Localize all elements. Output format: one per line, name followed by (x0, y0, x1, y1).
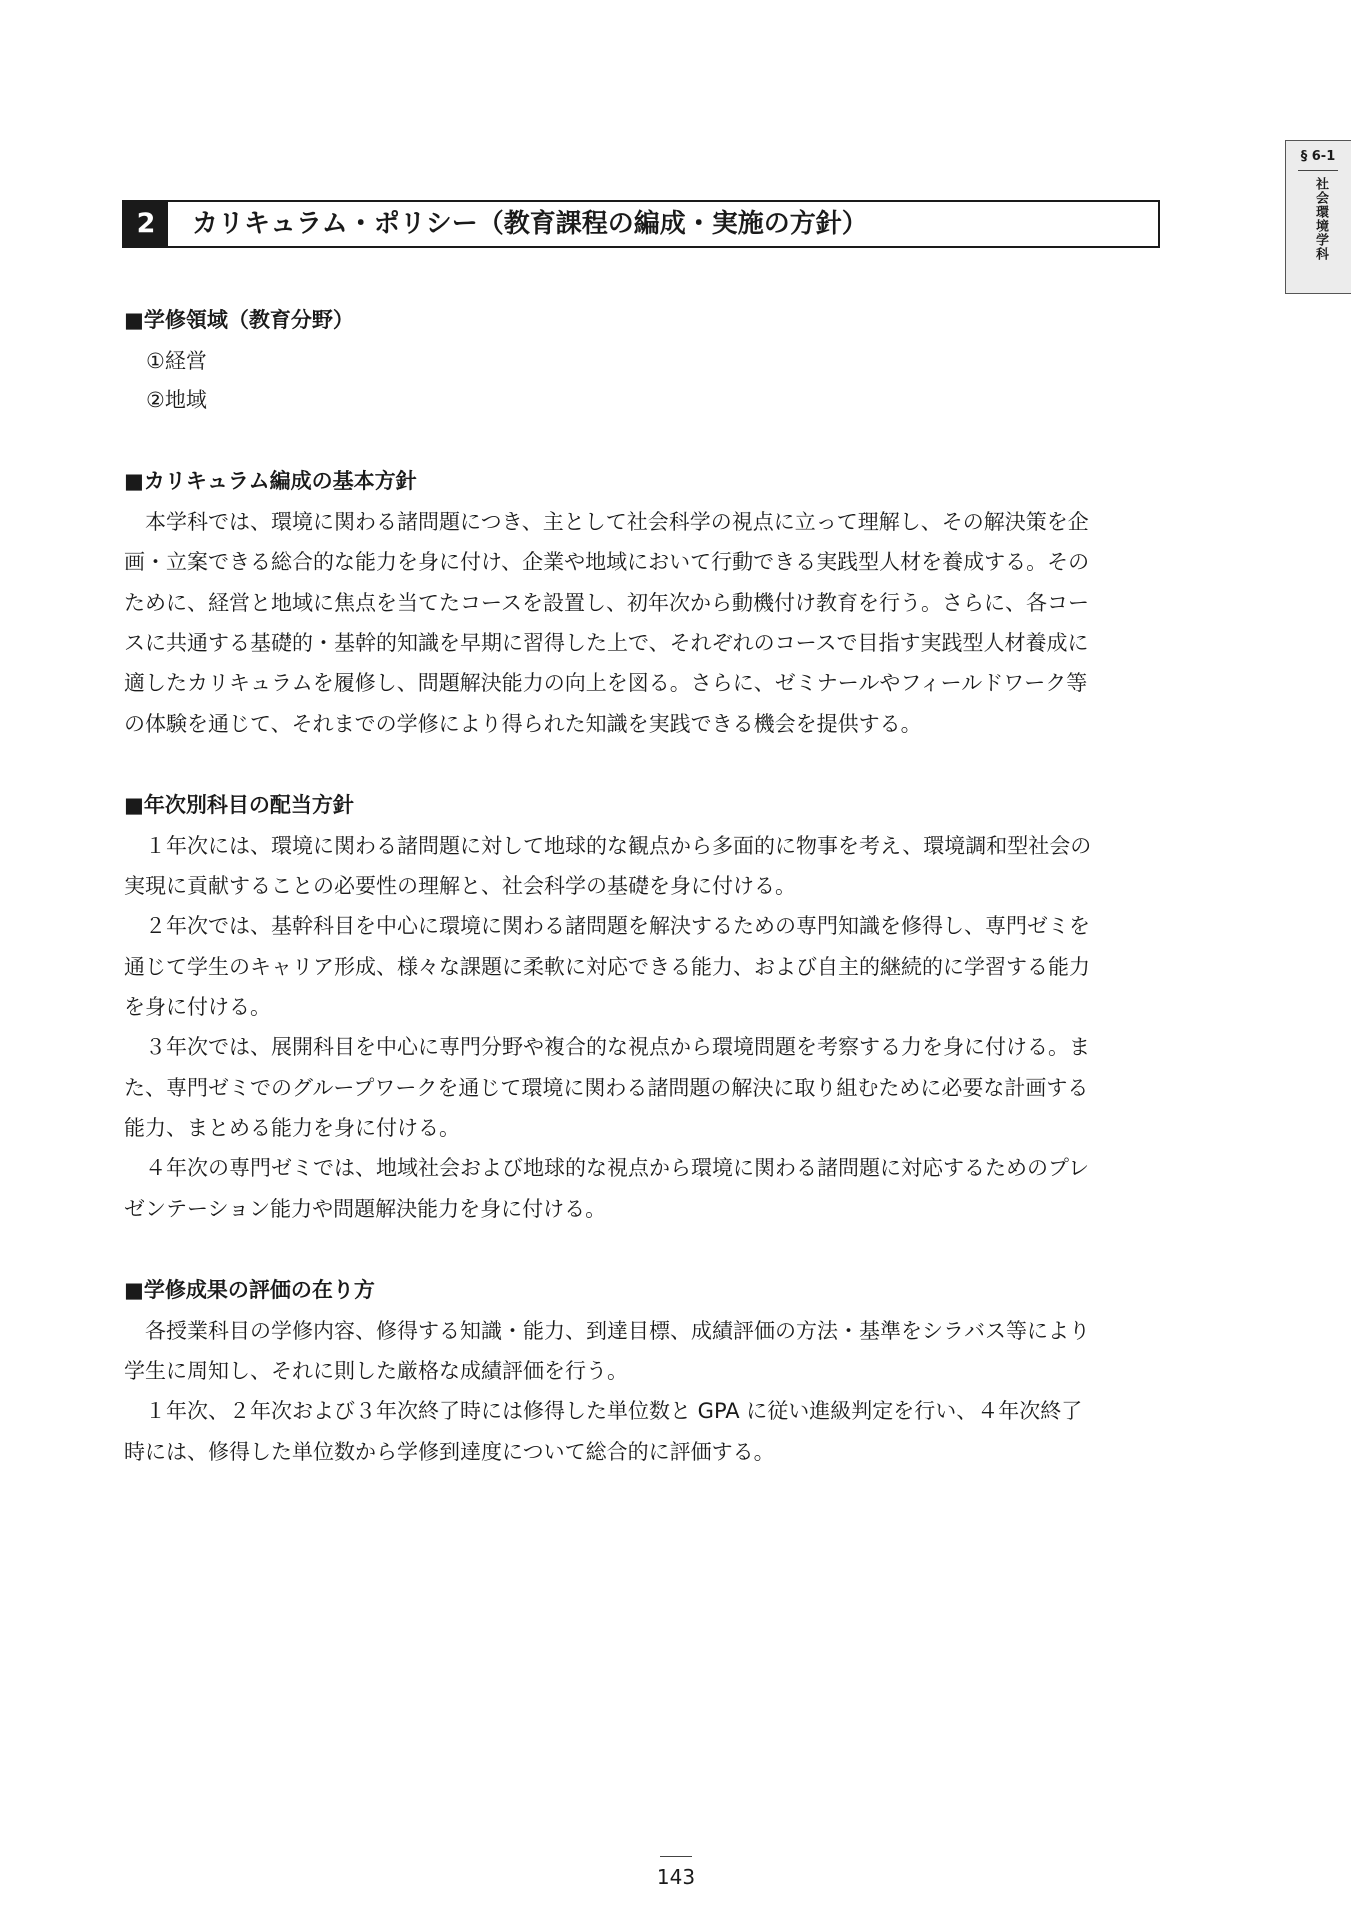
paragraph-line: 適したカリキュラムを履修し、問題解決能力の向上を図る。さらに、ゼミナールやフィールドワーク等 (124, 671, 1088, 695)
page-number: 143 (656, 1865, 696, 1889)
paragraph-line: の体験を通じて、それまでの学修により得られた知識を実践できる機会を提供する。 (124, 712, 922, 736)
paragraph-line: ３年次では、展開科目を中心に専門分野や複合的な視点から環境問題を考察する力を身に付ける。ま (145, 1035, 1090, 1059)
study-area-item: ①経営 (146, 349, 207, 373)
paragraph-line: ４年次の専門ゼミでは、地域社会および地球的な視点から環境に関わる諸問題に対応するためのプレ (145, 1156, 1090, 1180)
paragraph-line: 実現に貢献することの必要性の理解と、社会科学の基礎を身に付ける。 (124, 874, 796, 898)
paragraph-line: 時には、修得した単位数から学修到達度について総合的に評価する。 (124, 1440, 775, 1464)
paragraph-line: ２年次では、基幹科目を中心に環境に関わる諸問題を解決するための専門知識を修得し、専門ゼミを (145, 914, 1090, 938)
paragraph-line: スに共通する基礎的・基幹的知識を早期に習得した上で、それぞれのコースで目指す実践型人材養成に (124, 631, 1089, 655)
paragraph-line: 本学科では、環境に関わる諸問題につき、主として社会科学の視点に立って理解し、その解決策を企 (145, 510, 1089, 534)
section-title-number: 2 (124, 202, 168, 246)
paragraph-line: た、専門ゼミでのグループワークを通じて環境に関わる諸問題の解決に取り組むために必要な計画する (124, 1076, 1089, 1100)
section-title-box (122, 200, 1160, 248)
study-area-item: ②地域 (146, 388, 207, 412)
section-number: § 6-1 (1300, 149, 1336, 164)
paragraph-line: ゼンテーション能力や問題解決能力を身に付ける。 (124, 1197, 607, 1221)
tab-divider (1298, 170, 1338, 171)
heading-yearly-allocation: ■年次別科目の配当方針 (124, 793, 354, 817)
paragraph-line: １年次には、環境に関わる諸問題に対して地球的な観点から多面的に物事を考え、環境調和型社会の (145, 834, 1092, 858)
heading-assessment: ■学修成果の評価の在り方 (124, 1278, 375, 1302)
paragraph-line: 画・立案できる総合的な能力を身に付け、企業や地域において行動できる実践型人材を養成する。その (124, 550, 1090, 574)
department-label: 社会環境学科 (1313, 177, 1328, 261)
page-number-rule (660, 1856, 692, 1857)
paragraph-line: 学生に周知し、それに則した厳格な成績評価を行う。 (124, 1359, 628, 1383)
paragraph-line: ために、経営と地域に焦点を当てたコースを設置し、初年次から動機付け教育を行う。さらに、各コー (124, 591, 1089, 615)
paragraph-line: 各授業科目の学修内容、修得する知識・能力、到達目標、成績評価の方法・基準をシラバス等により (145, 1319, 1090, 1343)
paragraph-line: 通じて学生のキャリア形成、様々な課題に柔軟に対応できる能力、および自主的継続的に学習する能力 (124, 955, 1090, 979)
heading-study-areas: ■学修領域（教育分野） (124, 308, 354, 332)
section-title: カリキュラム・ポリシー（教育課程の編成・実施の方針） (192, 209, 868, 239)
section-tab (1285, 140, 1351, 294)
heading-curriculum-policy: ■カリキュラム編成の基本方針 (124, 469, 417, 493)
paragraph-line: 能力、まとめる能力を身に付ける。 (124, 1116, 460, 1140)
paragraph-line: を身に付ける。 (124, 995, 271, 1019)
paragraph-line: １年次、２年次および３年次終了時には修得した単位数と GPA に従い進級判定を行い、４年次終了 (145, 1399, 1083, 1423)
